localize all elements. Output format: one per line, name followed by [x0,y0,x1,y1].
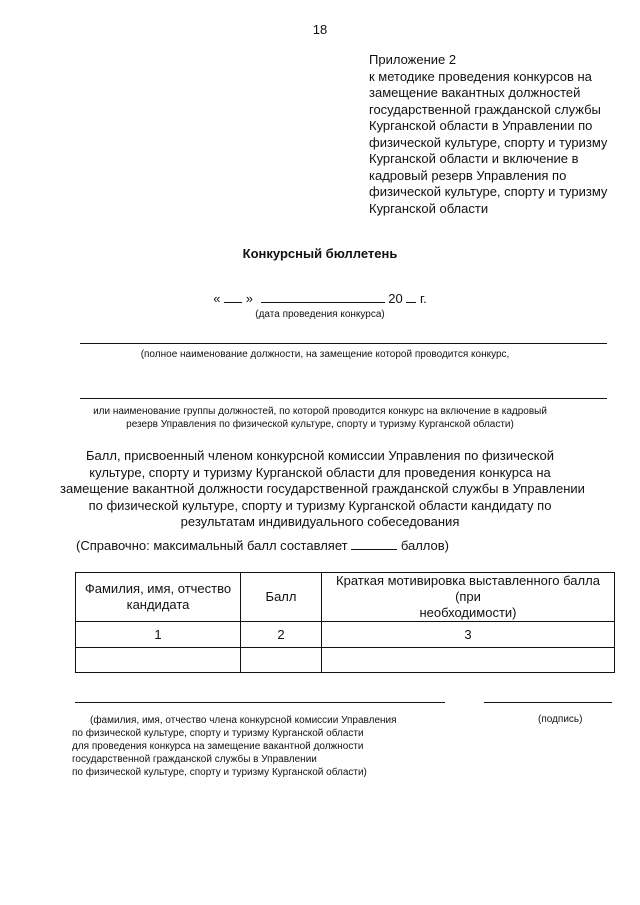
score-table [75,572,615,673]
header-candidate-name: Фамилия, имя, отчество кандидата [76,573,241,622]
date-caption: (дата проведения конкурса) [255,309,385,320]
appendix-line: Курганской области и включение в [369,151,579,166]
position-caption: (полное наименование должности, на замещение которой проводится конкурс, [140,349,510,360]
open-quote: « [213,291,221,306]
header-motivation: Краткая мотивировка выставленного балла (при необходимости) [322,573,615,622]
appendix-line: кадровый резерв Управления по [369,167,567,183]
date-field [0,290,640,306]
year-prefix: 20 [388,291,403,306]
signature-line[interactable] [484,702,612,703]
max-score-blank[interactable] [351,537,397,550]
table-row [76,648,615,673]
appendix-line: замещение вакантных должностей [369,85,581,100]
group-caption-line: резерв Управления по физической культуре, спорту и туризму Курганской области) [126,419,514,430]
appendix-line: Приложение 2 [369,52,457,67]
paragraph-line: результатам индивидуального собеседования [180,514,460,529]
member-caption-line: (фамилия, имя, отчество члена конкурсной комиссии Управления [90,715,397,726]
header-score: Балл [241,573,322,622]
month-blank[interactable] [261,290,385,303]
column-number: 1 [76,622,241,648]
column-number: 3 [322,622,615,648]
appendix-line: к методике проведения конкурсов на [369,68,592,84]
paragraph-line: замещение вакантной должности государственной гражданской службы в Управлении [60,481,585,496]
reference-prefix: (Справочно: максимальный балл составляет [76,538,348,553]
member-caption-line: по физической культуре, спорту и туризму Курганской области) [72,767,367,778]
group-caption [80,405,560,431]
paragraph-line: по физической культуре, спорту и туризму Курганской области кандидату по [88,497,552,513]
appendix-line: государственной гражданской службы [369,101,601,117]
year-blank[interactable] [406,290,416,303]
motivation-cell[interactable] [322,648,615,673]
year-suffix: г. [419,291,427,306]
member-caption-line: для проведения конкурса на замещение вакантной должности [72,741,364,752]
paragraph-line: культуре, спорту и туризму Курганской области для проведения конкурса на [89,464,551,480]
appendix-line: Курганской области [369,200,489,216]
group-caption-line: или наименование группы должностей, по которой проводится конкурс на включение в кадровый [93,406,547,417]
day-blank[interactable] [224,290,242,303]
appendix-header [369,52,629,217]
member-name-line[interactable] [75,702,445,703]
max-score-reference [76,537,449,553]
member-caption-line: государственной гражданской службы в Управлении [72,754,317,765]
member-caption [72,714,397,779]
appendix-line: физической культуре, спорту и туризму [369,134,608,150]
position-name-line[interactable] [80,343,607,344]
table-number-row [76,622,615,648]
document-title: Конкурсный бюллетень [242,246,398,261]
column-number: 2 [241,622,322,648]
score-cell[interactable] [241,648,322,673]
table-header-row [76,573,615,622]
member-caption-line: по физической культуре, спорту и туризму Курганской области [72,728,364,739]
score-description [60,448,585,531]
reference-suffix: баллов) [400,538,449,553]
close-quote: » [245,291,253,306]
signature-caption: (подпись) [538,714,583,725]
paragraph-line: Балл, присвоенный членом конкурсной комиссии Управления по физической [86,448,554,463]
page-number: 18 [312,22,328,37]
position-group-line[interactable] [80,398,607,399]
appendix-line: физической культуре, спорту и туризму [369,184,608,199]
appendix-line: Курганской области в Управлении по [369,118,593,133]
candidate-name-cell[interactable] [76,648,241,673]
